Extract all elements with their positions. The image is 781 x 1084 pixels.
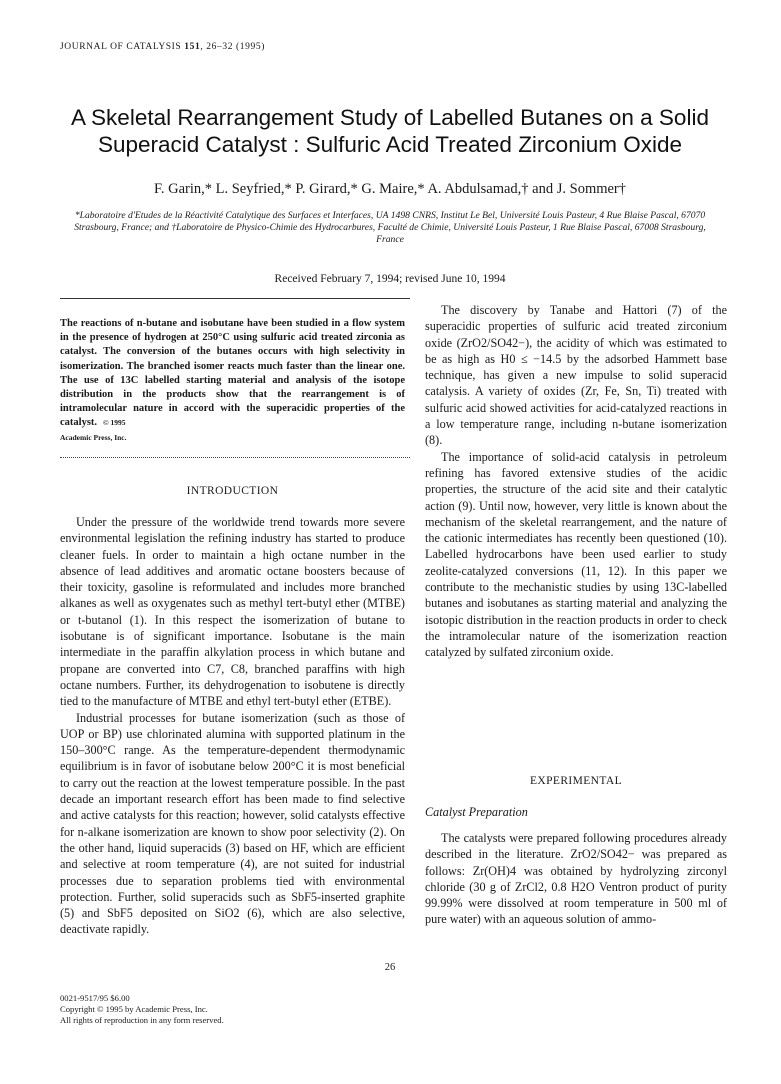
- abstract-text: The reactions of n-butane and isobutane have been studied in a flow system in the presence of hydrogen at 250°C using sulfuric acid treated zirconia as catalyst. The conversion of the butanes occurs with high selectivity in isomerization. The branched isomer reacts much faster than the linear one. The use of 13C labelled starting material and analysis of the isotope distribution in the products show that the rearrangement is of intramolecular nature in accord with the superacidic properties of the catalyst.: [60, 318, 405, 429]
- intro-paragraph-4: The importance of solid-acid catalysis in petroleum refining has favored extensive studies of the acidic properties, the structure of the acid site and their catalytic action (9). Until now, however, very little is known about the mechanism of the skeletal rearrangement, and the nature of the cationic intermediates has recently been questioned (10). Labelled hydrocarbons have been used earlier to study zeolite-catalyzed conversions (11, 12). In this paper we contribute to the mechanistic studies by using 13C-labelled butanes and isobutanes as starting material and analyzing the isotopic distribution in the reaction products in order to check the intramolecular nature of the isomerization reaction catalyzed by sulfated zirconium oxide.: [425, 449, 727, 660]
- title-line-1: A Skeletal Rearrangement Study of Labelled Butanes on a Solid: [71, 105, 709, 130]
- footer-copyright: Copyright © 1995 by Academic Press, Inc.: [60, 1004, 208, 1014]
- right-column: [425, 302, 727, 661]
- paper-title: [40, 104, 740, 158]
- abstract-top-rule: [60, 298, 410, 299]
- journal-name: JOURNAL OF CATALYSIS: [60, 42, 182, 52]
- journal-pages: , 26–32 (1995): [200, 42, 265, 52]
- footer-rights: All rights of reproduction in any form reserved.: [60, 1015, 224, 1025]
- experimental-paragraph-1: The catalysts were prepared following procedures already described in the literature. ZrO2/SO42− was prepared as follows: Zr(OH)4 was obtained by hydrolyzing zirconyl chloride (30 g of ZrCl2, 0.8 H2O Ventron product of purity 99.99% were dissolved at room temperature in 500 ml of pure water) with an aqueous solution of ammo-: [425, 831, 727, 927]
- abstract-publisher: Academic Press, Inc.: [60, 432, 127, 442]
- abstract: [60, 317, 405, 445]
- abstract-bottom-rule: [60, 457, 410, 458]
- intro-paragraph-2: Industrial processes for butane isomerization (such as those of UOP or BP) use chlorinated alumina with supported platinum in the 150–300°C range. As the temperature-dependent thermodynamic equilibrium is in favor of isobutane below 200°C it is most beneficial to carry out the reaction at the lowest temperature possible. In the past decade an important research effort has been made to find selective and active catalysts for this reaction; however, solid catalysts effective for n-alkane isomerization are known to show poor selectivity (2). On the other hand, liquid superacids (3) based on HF, which are efficient and selective at room temperature (4), are not suited for industrial processes due to separation problems tied with environmental protection. Further, solid superacids such as SbF5-inserted graphite (5) and SbF5 deposited on SiO2 (6), which are also selective, deactivate rapidly.: [60, 710, 405, 937]
- intro-paragraph-1: Under the pressure of the worldwide trend towards more severe environmental legislation the refining industry has started to produce cleaner fuels. In order to maintain a high octane number in the absence of lead additives and aromatic octane boosters because of their toxicity, gasoline is reformulated and includes more branched alkanes as well as oxygenates such as methyl tert-butyl ether (MTBE) or t-butanol (1). In this respect the isomerization of butane to isobutane is of significant importance. Isobutane is the main intermediate in the paraffin alkylation process in which butane and propane are converted into C7, C8, branched paraffins with high octane numbers. Further, its dehydrogenation to isobutene is directly tied to the manufacture of MTBE and ethyl tert-butyl ether (ETBE).: [60, 515, 405, 709]
- footer-block: [60, 993, 224, 1026]
- footer-issn: 0021-9517/95 $6.00: [60, 993, 130, 1003]
- author-list: F. Garin,* L. Seyfried,* P. Girard,* G. Maire,* A. Abdulsamad,† and J. Sommer†: [153, 181, 627, 197]
- introduction-heading: INTRODUCTION: [186, 485, 279, 497]
- experimental-heading: EXPERIMENTAL: [529, 775, 623, 787]
- journal-header: [60, 42, 265, 52]
- left-column: [60, 514, 405, 938]
- intro-paragraph-3: The discovery by Tanabe and Hattori (7) of the superacidic properties of sulfuric acid treated zirconium oxide (ZrO2/SO42−), the acidity of which was estimated to be as high as H0 ≤ −14.5 by the adsorbed Hammett base technique, has given a new impulse to solid superacid catalysis. A variety of oxides (Zr, Fe, Sn, Ti) treated with sulfuric acid showed activities for acid-catalyzed reactions in a low temperature range, including n-butane isomerization (8).: [425, 303, 727, 448]
- abstract-copyright: © 1995: [103, 418, 126, 428]
- page-number: 26: [384, 962, 396, 973]
- journal-volume: 151: [184, 42, 201, 52]
- title-line-2: Superacid Catalyst : Sulfuric Acid Treated Zirconium Oxide: [97, 132, 682, 157]
- received-dates: Received February 7, 1994; revised June 10, 1994: [274, 273, 506, 285]
- affiliations: *Laboratoire d'Etudes de la Réactivité Catalytique des Surfaces et Interfaces, UA 1498 CNRS, Institut Le Bel, Université Louis Pasteur, 4 Rue Blaise Pascal, 67070 Strasbourg, France; and †Laboratoire de Physico-Chimie des Hydrocarbures, Faculté de Chimie, Université Louis Pasteur, 1 Rue Blaise Pascal, 67008 Strasbourg, France: [74, 210, 706, 246]
- experimental-text: [425, 830, 727, 928]
- catalyst-preparation-heading: Catalyst Preparation: [425, 805, 528, 819]
